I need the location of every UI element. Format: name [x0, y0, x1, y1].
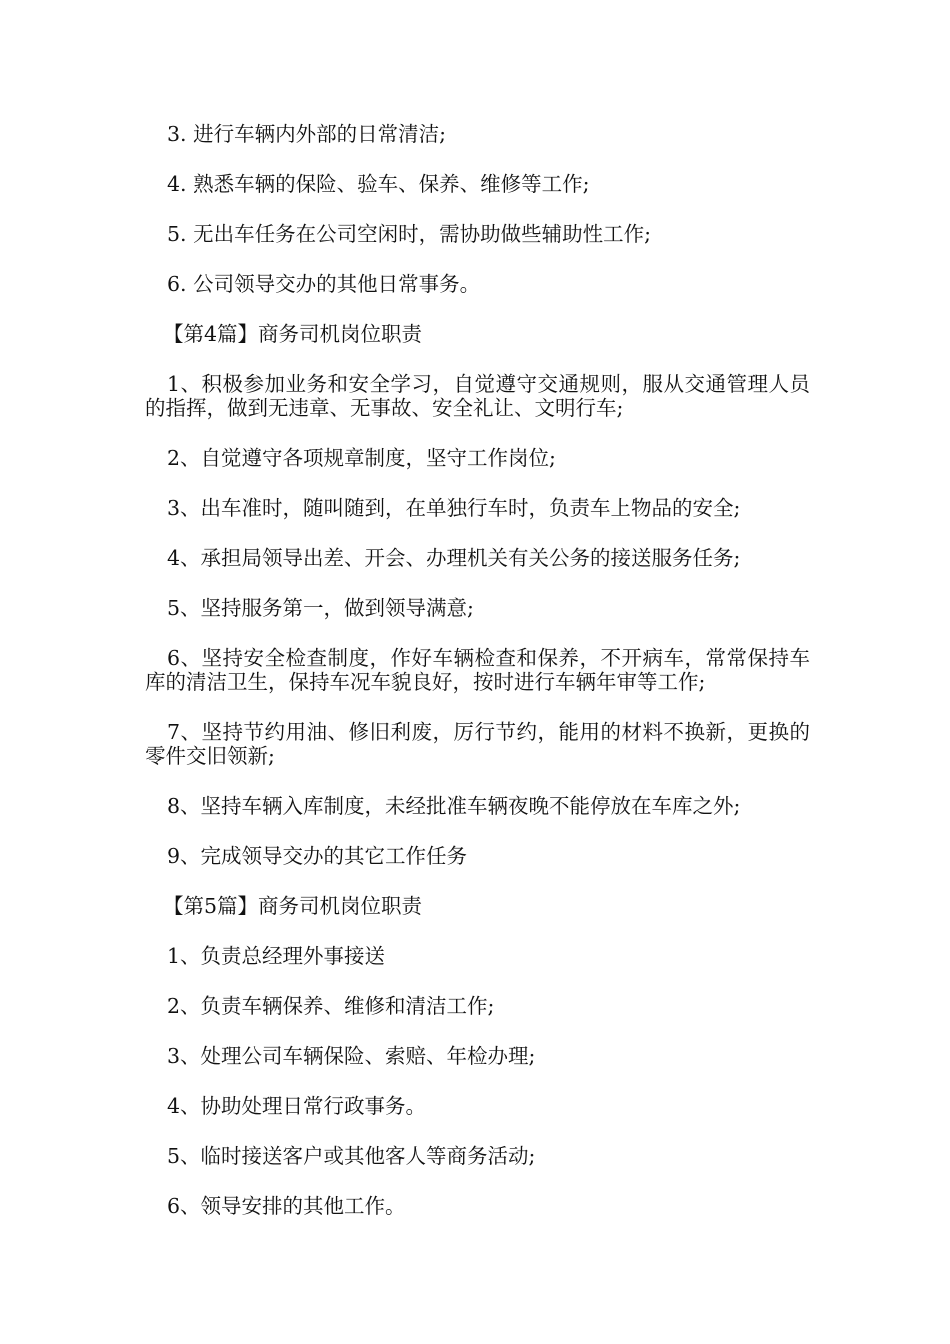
list-item: 7、坚持节约用油、修旧利废，厉行节约，能用的材料不换新，更换的零件交旧领新;: [145, 720, 810, 768]
list-item: 6、领导安排的其他工作。: [167, 1194, 406, 1218]
list-item: 1、积极参加业务和安全学习，自觉遵守交通规则，服从交通管理人员的指挥，做到无违章、无事故、安全礼让、文明行车;: [145, 372, 810, 420]
list-item: 9、完成领导交办的其它工作任务: [167, 844, 468, 868]
list-item: 4、承担局领导出差、开会、办理机关有关公务的接送服务任务;: [167, 546, 741, 570]
section-heading: 【第5篇】商务司机岗位职责: [163, 894, 423, 918]
list-item: 5、坚持服务第一，做到领导满意;: [167, 596, 474, 620]
list-item: 5、临时接送客户或其他客人等商务活动;: [167, 1144, 536, 1168]
list-item: 2、负责车辆保养、维修和清洁工作;: [167, 994, 495, 1018]
list-item: 2、自觉遵守各项规章制度，坚守工作岗位;: [167, 446, 556, 470]
list-item: 1、负责总经理外事接送: [167, 944, 386, 968]
list-item: 3、处理公司车辆保险、索赔、年检办理;: [167, 1044, 536, 1068]
section-heading: 【第4篇】商务司机岗位职责: [163, 322, 423, 346]
list-item: 3、出车准时，随叫随到，在单独行车时，负责车上物品的安全;: [167, 496, 741, 520]
list-item: 8、坚持车辆入库制度，未经批准车辆夜晚不能停放在车库之外;: [167, 794, 741, 818]
list-item: 3. 进行车辆内外部的日常清洁;: [167, 122, 446, 146]
list-item: 5. 无出车任务在公司空闲时，需协助做些辅助性工作;: [167, 222, 651, 246]
list-item: 4. 熟悉车辆的保险、验车、保养、维修等工作;: [167, 172, 590, 196]
list-item: 6、坚持安全检查制度，作好车辆检查和保养，不开病车，常常保持车库的清洁卫生，保持车况车貌良好，按时进行车辆年审等工作;: [145, 646, 810, 694]
list-item: 6. 公司领导交办的其他日常事务。: [167, 272, 481, 296]
document-page: [145, 122, 810, 1244]
list-item: 4、协助处理日常行政事务。: [167, 1094, 427, 1118]
